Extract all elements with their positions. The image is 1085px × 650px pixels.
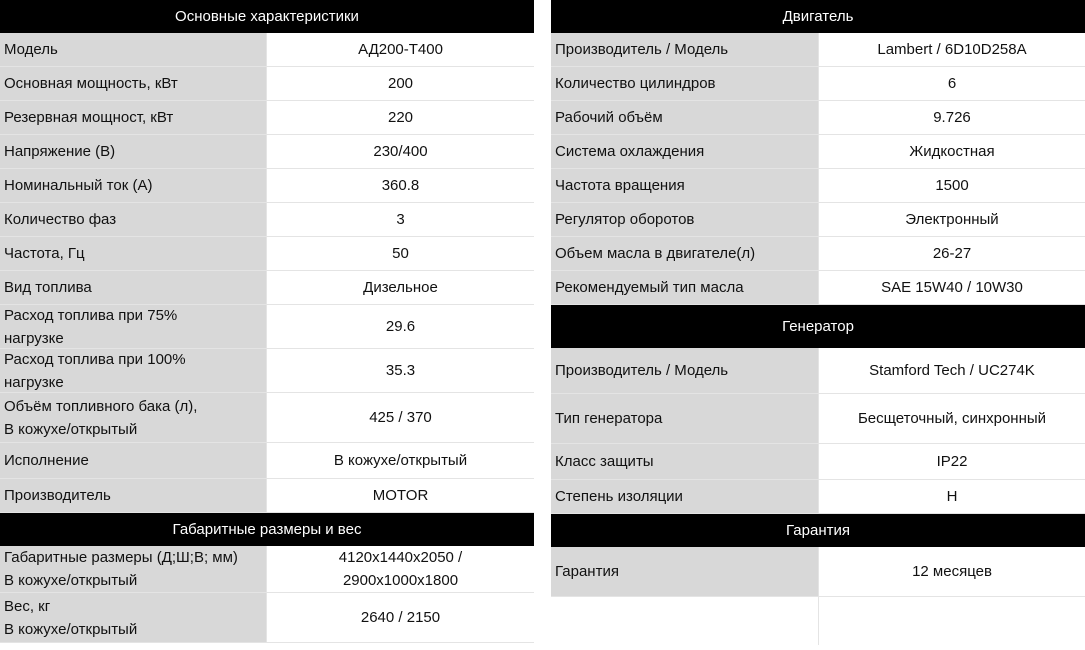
row-label: Производитель: [0, 479, 266, 512]
row-label: Тип генератора: [551, 394, 818, 443]
table-row: [551, 67, 1085, 101]
row-value: 12 месяцев: [818, 547, 1085, 596]
row-label: Габаритные размеры (Д;Ш;В; мм) В кожухе/открытый: [0, 546, 266, 592]
table-row: [551, 271, 1085, 305]
warranty-section-title: Гарантия: [551, 514, 1085, 547]
table-row: [0, 593, 534, 643]
row-value: Stamford Tech / UC274K: [818, 348, 1085, 393]
row-label: Основная мощность, кВт: [0, 67, 266, 100]
table-row: [0, 546, 534, 593]
table-row: [0, 305, 534, 349]
table-row: [551, 33, 1085, 67]
empty-cell: [551, 597, 818, 645]
table-row: [551, 480, 1085, 514]
right-column: [551, 0, 1085, 645]
table-row: [551, 444, 1085, 480]
row-label: Объём топливного бака (л), В кожухе/открытый: [0, 393, 266, 442]
table-row: [0, 237, 534, 271]
row-value: 230/400: [266, 135, 534, 168]
table-row: [0, 349, 534, 393]
table-row: [551, 169, 1085, 203]
table-row: [551, 547, 1085, 597]
generator-section-title: Генератор: [551, 305, 1085, 348]
row-value: 2640 / 2150: [266, 593, 534, 642]
row-label: Резервная мощност, кВт: [0, 101, 266, 134]
row-label: Гарантия: [551, 547, 818, 596]
table-row: [551, 203, 1085, 237]
row-value: IP22: [818, 444, 1085, 479]
row-label: Вид топлива: [0, 271, 266, 304]
row-label: Количество фаз: [0, 203, 266, 236]
row-value: MOTOR: [266, 479, 534, 512]
row-value: 29.6: [266, 305, 534, 348]
row-value: 4120x1440x2050 / 2900x1000x1800: [266, 546, 534, 592]
table-row: [0, 135, 534, 169]
row-label: Напряжение (В): [0, 135, 266, 168]
row-label: Объем масла в двигателе(л): [551, 237, 818, 270]
table-row: [551, 101, 1085, 135]
table-row: [0, 271, 534, 305]
table-row: [551, 348, 1085, 394]
row-label: Производитель / Модель: [551, 33, 818, 66]
table-row: [551, 394, 1085, 444]
row-value: H: [818, 480, 1085, 513]
row-label: Степень изоляции: [551, 480, 818, 513]
row-label: Производитель / Модель: [551, 348, 818, 393]
row-label: Регулятор оборотов: [551, 203, 818, 236]
row-value: Дизельное: [266, 271, 534, 304]
empty-row: [551, 597, 1085, 645]
row-value: 360.8: [266, 169, 534, 202]
row-label: Вес, кг В кожухе/открытый: [0, 593, 266, 642]
row-label: Номинальный ток (А): [0, 169, 266, 202]
row-label: Класс защиты: [551, 444, 818, 479]
row-value: 1500: [818, 169, 1085, 202]
row-value: Жидкостная: [818, 135, 1085, 168]
row-value: 26-27: [818, 237, 1085, 270]
table-row: [0, 169, 534, 203]
row-value: АД200-Т400: [266, 33, 534, 66]
table-row: [0, 203, 534, 237]
row-label: Частота, Гц: [0, 237, 266, 270]
left-column: [0, 0, 534, 643]
engine-section-title: Двигатель: [551, 0, 1085, 33]
row-value: 3: [266, 203, 534, 236]
row-value: SAE 15W40 / 10W30: [818, 271, 1085, 304]
row-value: 50: [266, 237, 534, 270]
table-row: [551, 135, 1085, 169]
row-value: Бесщеточный, синхронный: [818, 394, 1085, 443]
table-row: [0, 101, 534, 135]
row-value: Lambert / 6D10D258A: [818, 33, 1085, 66]
row-value: 9.726: [818, 101, 1085, 134]
row-value: 200: [266, 67, 534, 100]
table-row: [0, 67, 534, 101]
row-value: В кожухе/открытый: [266, 443, 534, 478]
row-label: Частота вращения: [551, 169, 818, 202]
main-section-title: Основные характеристики: [0, 0, 534, 33]
dimensions-section-title: Габаритные размеры и вес: [0, 513, 534, 546]
row-value: 6: [818, 67, 1085, 100]
row-label: Система охлаждения: [551, 135, 818, 168]
table-row: [0, 479, 534, 513]
table-row: [0, 33, 534, 67]
table-row: [551, 237, 1085, 271]
row-label: Рабочий объём: [551, 101, 818, 134]
table-row: [0, 443, 534, 479]
empty-cell: [818, 597, 1085, 645]
row-label: Модель: [0, 33, 266, 66]
row-label: Исполнение: [0, 443, 266, 478]
row-value: 220: [266, 101, 534, 134]
row-label: Рекомендуемый тип масла: [551, 271, 818, 304]
row-value: 425 / 370: [266, 393, 534, 442]
row-value: Электронный: [818, 203, 1085, 236]
row-value: 35.3: [266, 349, 534, 392]
table-row: [0, 393, 534, 443]
row-label: Количество цилиндров: [551, 67, 818, 100]
row-label: Расход топлива при 75% нагрузке: [0, 305, 266, 348]
row-label: Расход топлива при 100% нагрузке: [0, 349, 266, 392]
